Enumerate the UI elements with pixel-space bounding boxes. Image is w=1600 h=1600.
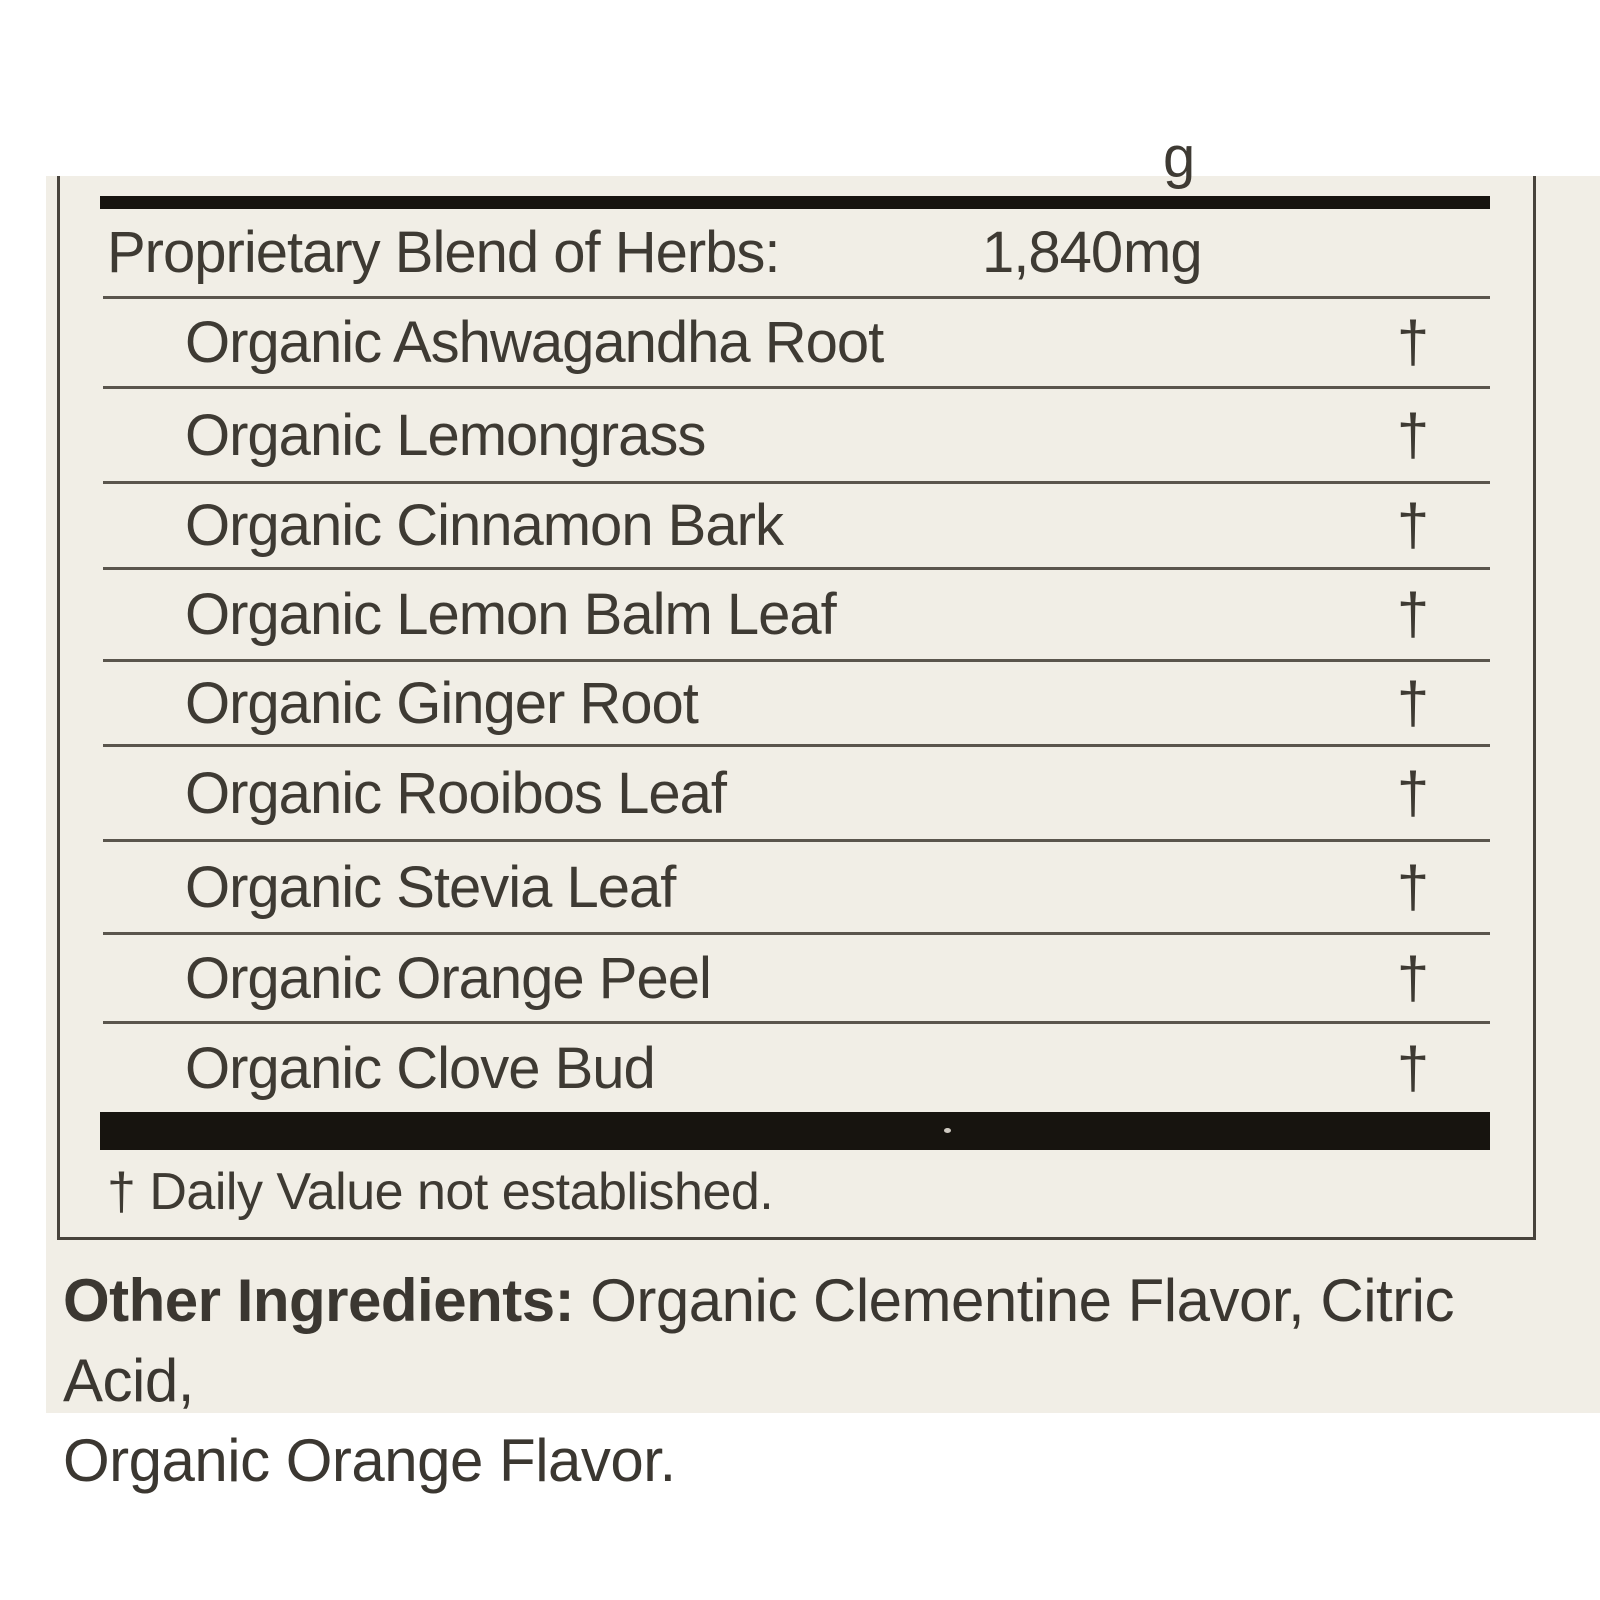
daily-value-dagger: † — [1396, 945, 1430, 1011]
ingredient-row — [60, 299, 1520, 386]
supplement-facts-panel — [57, 125, 1536, 1240]
daily-value-dagger: † — [1396, 760, 1430, 826]
ingredient-row — [60, 1024, 1520, 1112]
ingredient-name: Organic Cinnamon Bark — [185, 493, 783, 558]
blend-amount-value: 1,840 — [982, 220, 1123, 285]
daily-value-dagger: † — [1396, 670, 1430, 736]
ingredient-name: Organic Ashwagandha Root — [185, 310, 884, 375]
ingredient-name: Organic Clove Bud — [185, 1035, 655, 1101]
daily-value-dagger: † — [1396, 854, 1430, 920]
ingredient-name: Organic Ginger Root — [185, 670, 698, 736]
ingredient-row — [60, 662, 1520, 744]
ingredient-name: Organic Orange Peel — [185, 945, 711, 1011]
ingredient-name: Organic Lemongrass — [185, 402, 706, 468]
daily-value-dagger: † — [1396, 582, 1430, 647]
print-speck — [944, 1128, 951, 1133]
daily-value-dagger: † — [1396, 310, 1430, 375]
ingredient-name: Organic Rooibos Leaf — [185, 760, 726, 826]
blend-amount-unit: mg — [1123, 220, 1202, 285]
ingredient-name: Organic Stevia Leaf — [185, 854, 676, 920]
ingredient-row — [60, 570, 1520, 659]
ingredient-row — [60, 484, 1520, 567]
cropped-text-fragment: g — [1163, 125, 1196, 190]
ingredient-row — [60, 747, 1520, 839]
daily-value-dagger: † — [1396, 402, 1430, 468]
ingredient-name: Organic Lemon Balm Leaf — [185, 582, 836, 647]
daily-value-footnote: † Daily Value not established. — [107, 1163, 774, 1221]
thick-separator-bar-top — [100, 196, 1490, 209]
blend-name: Proprietary Blend of Herbs: — [107, 220, 780, 285]
daily-value-dagger: † — [1396, 1035, 1430, 1101]
other-ingredients — [63, 1261, 1583, 1501]
other-ingredients-heading: Other Ingredients: — [63, 1267, 575, 1334]
ingredient-row — [60, 935, 1520, 1021]
other-ingredients-line1: Organic Clementine Flavor, Citric Acid, — [63, 1267, 1455, 1414]
other-ingredients-line2: Organic Orange Flavor. — [63, 1427, 676, 1494]
daily-value-dagger: † — [1396, 493, 1430, 558]
blend-header-row — [60, 209, 1520, 296]
thick-separator-bar-bottom — [100, 1112, 1490, 1150]
ingredient-row — [60, 842, 1520, 932]
footnote-row — [60, 1156, 1520, 1228]
ingredient-row — [60, 389, 1520, 481]
supplement-label — [46, 125, 1600, 1494]
